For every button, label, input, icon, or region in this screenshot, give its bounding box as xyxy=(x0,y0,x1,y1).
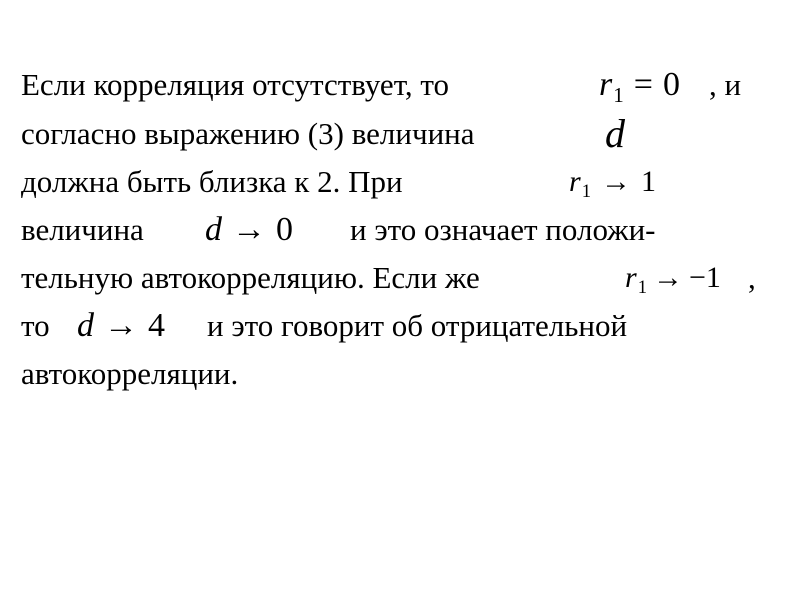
text-fragment: Если корреляция отсутствует, то xyxy=(21,67,450,102)
text-fragment: автокорреляции. xyxy=(21,356,239,391)
math-value: 1 xyxy=(640,165,656,198)
math-subscript: 1 xyxy=(581,180,591,202)
math-subscript: 1 xyxy=(613,82,624,107)
math-expression xyxy=(599,61,680,112)
math-variable: d xyxy=(205,211,222,248)
text-fragment: тельную автокорреляцию. Если же xyxy=(21,260,480,295)
text-fragment: , xyxy=(748,260,756,295)
math-value: −1 xyxy=(688,261,721,294)
math-variable: d xyxy=(77,307,94,344)
math-expression xyxy=(625,254,721,306)
math-operator: = xyxy=(633,66,653,103)
math-value: 0 xyxy=(662,66,680,103)
text-fragment: то xyxy=(21,308,50,343)
math-operator: → xyxy=(104,307,138,344)
text-fragment: и это означает положи- xyxy=(350,212,656,247)
text-fragment: должна быть близка к 2. При xyxy=(21,164,403,199)
math-operator: → xyxy=(652,261,683,294)
math-value: 0 xyxy=(276,211,293,248)
text-fragment: , и xyxy=(709,67,742,102)
math-operator: → xyxy=(232,211,266,248)
math-variable: r xyxy=(625,261,637,294)
math-variable: d xyxy=(605,111,625,156)
math-value: 4 xyxy=(148,307,165,344)
math-subscript: 1 xyxy=(637,276,647,298)
text-fragment: и это говорит об отрицательной xyxy=(207,308,628,343)
math-operator: → xyxy=(600,165,631,198)
text-fragment: величина xyxy=(21,212,144,247)
math-variable: r xyxy=(569,165,581,198)
math-expression xyxy=(205,206,293,254)
math-expression xyxy=(77,302,165,350)
text-fragment: согласно выражению (3) величина xyxy=(21,116,475,151)
math-expression xyxy=(569,158,656,210)
math-variable: r xyxy=(599,66,613,103)
